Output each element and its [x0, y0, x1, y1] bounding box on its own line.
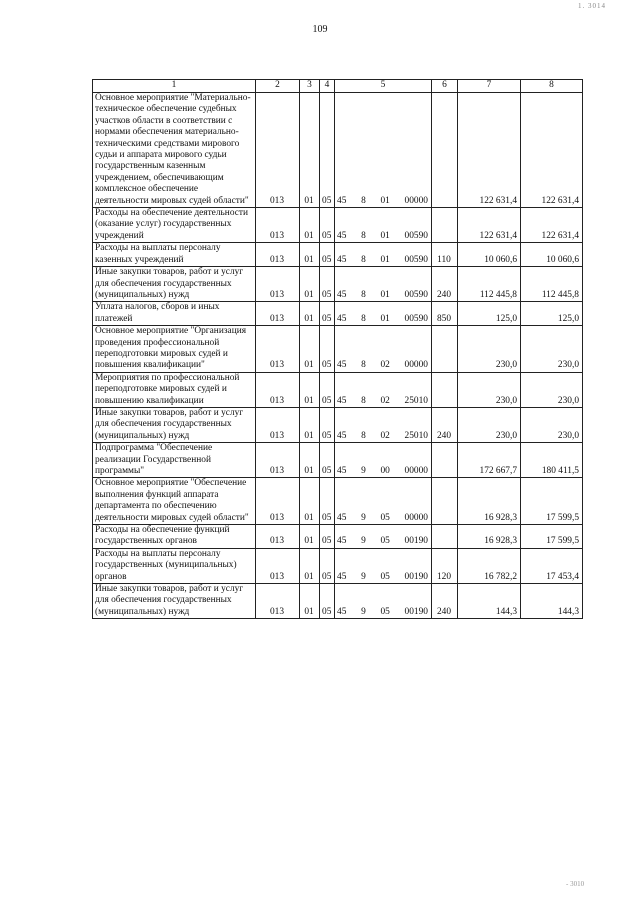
target-article-part: 45 — [337, 254, 347, 265]
amount-year1-cell: 10 060,6 — [458, 243, 521, 267]
code-ministry-cell: 013 — [256, 443, 300, 478]
code-section-cell: 01 — [300, 267, 320, 302]
code-ministry-cell: 013 — [256, 208, 300, 243]
bottom-scan-mark: - 3010 — [566, 880, 585, 888]
amount-year1-cell: 230,0 — [458, 372, 521, 407]
table-row — [93, 372, 583, 407]
target-article-part: 02 — [380, 430, 390, 441]
header-row — [93, 80, 583, 93]
amount-year2-cell: 17 453,4 — [521, 548, 583, 583]
target-article-part: 45 — [337, 289, 347, 300]
target-article-part: 45 — [337, 313, 347, 324]
target-article-part: 45 — [337, 512, 347, 523]
amount-year1-cell: 122 631,4 — [458, 208, 521, 243]
row-name-cell: Иные закупки товаров, работ и услуг для обеспечения государственных (муниципальных) нужд — [93, 584, 256, 619]
target-article-cell — [335, 372, 432, 407]
target-article-part: 45 — [337, 395, 347, 406]
table-row — [93, 443, 583, 478]
row-name-cell: Расходы на обеспечение деятельности (оказание услуг) государственных учреждений — [93, 208, 256, 243]
target-article-part: 8 — [361, 360, 366, 371]
target-article-part: 00 — [380, 466, 390, 476]
target-article-part: 00000 — [404, 512, 428, 523]
row-name-cell: Основное мероприятие "Обеспечение выполнения функций аппарата департамента по обеспечению деятельности мировых судей области" — [93, 478, 256, 525]
target-article-part: 05 — [380, 606, 390, 617]
target-article-part: 45 — [337, 230, 347, 241]
target-article-part: 00190 — [404, 571, 428, 582]
table-row — [93, 326, 583, 373]
target-article-cell — [335, 326, 432, 373]
table-header — [93, 80, 583, 93]
row-name-cell: Основное мероприятие "Материально-техническое обеспечение судебных участков области в соответствии с нормами обеспечения материально-техническими средствами мирового судьи и аппарата мирового судьи государственным казенным учреждением, обеспечивающим комплексное обеспечение деятельности мировых судей области" — [93, 93, 256, 208]
code-subsection-cell: 05 — [320, 302, 335, 326]
table-row — [93, 208, 583, 243]
amount-year1-cell: 125,0 — [458, 302, 521, 326]
code-section-cell: 01 — [300, 302, 320, 326]
row-name-cell: Иные закупки товаров, работ и услуг для обеспечения государственных (муниципальных) нужд — [93, 407, 256, 442]
header-cell: 6 — [432, 80, 458, 93]
target-article-part: 01 — [380, 254, 390, 265]
code-subsection-cell: 05 — [320, 208, 335, 243]
code-subsection-cell: 05 — [320, 584, 335, 619]
amount-year2-cell: 17 599,5 — [521, 478, 583, 525]
code-ministry-cell: 013 — [256, 326, 300, 373]
amount-year2-cell: 230,0 — [521, 326, 583, 373]
target-article-part: 02 — [380, 395, 390, 406]
table-row — [93, 243, 583, 267]
code-section-cell: 01 — [300, 93, 320, 208]
target-article-code — [337, 231, 428, 242]
target-article-part: 45 — [337, 195, 347, 206]
table-row — [93, 584, 583, 619]
target-article-cell — [335, 267, 432, 302]
amount-year2-cell: 122 631,4 — [521, 208, 583, 243]
amount-year2-cell: 144,3 — [521, 584, 583, 619]
table-row — [93, 407, 583, 442]
header-cell: 5 — [335, 80, 432, 93]
amount-year2-cell: 125,0 — [521, 302, 583, 326]
target-article-code — [337, 314, 428, 325]
table-row — [93, 478, 583, 525]
amount-year2-cell: 230,0 — [521, 372, 583, 407]
code-subsection-cell: 05 — [320, 93, 335, 208]
target-article-part: 8 — [361, 289, 366, 300]
target-article-part: 05 — [380, 536, 390, 547]
target-article-part: 45 — [337, 606, 347, 617]
target-article-part: 01 — [380, 289, 390, 300]
expense-type-cell: 120 — [432, 548, 458, 583]
target-article-code — [337, 196, 428, 207]
code-section-cell: 01 — [300, 548, 320, 583]
target-article-cell — [335, 93, 432, 208]
code-section-cell: 01 — [300, 372, 320, 407]
target-article-part: 9 — [361, 512, 366, 523]
row-name-cell: Основное мероприятие "Организация проведения профессиональной переподготовки мировых судей и повышения квалификации" — [93, 326, 256, 373]
code-subsection-cell: 05 — [320, 478, 335, 525]
code-subsection-cell: 05 — [320, 372, 335, 407]
code-ministry-cell: 013 — [256, 372, 300, 407]
target-article-cell — [335, 525, 432, 549]
target-article-code — [337, 360, 428, 371]
expense-type-cell — [432, 443, 458, 478]
target-article-cell — [335, 243, 432, 267]
target-article-part: 00590 — [404, 230, 428, 241]
table-row — [93, 525, 583, 549]
code-ministry-cell: 013 — [256, 548, 300, 583]
code-ministry-cell: 013 — [256, 525, 300, 549]
target-article-part: 00590 — [404, 289, 428, 300]
target-article-cell — [335, 548, 432, 583]
amount-year2-cell: 112 445,8 — [521, 267, 583, 302]
target-article-part: 45 — [337, 360, 347, 371]
code-subsection-cell: 05 — [320, 525, 335, 549]
table-row — [93, 93, 583, 208]
budget-table — [92, 79, 583, 619]
target-article-part: 9 — [361, 606, 366, 617]
expense-type-cell — [432, 208, 458, 243]
expense-type-cell: 240 — [432, 584, 458, 619]
target-article-part: 45 — [337, 430, 347, 441]
code-ministry-cell: 013 — [256, 267, 300, 302]
table-row — [93, 548, 583, 583]
amount-year1-cell: 230,0 — [458, 407, 521, 442]
amount-year1-cell: 144,3 — [458, 584, 521, 619]
target-article-part: 01 — [380, 313, 390, 324]
target-article-code — [337, 466, 428, 477]
target-article-part: 45 — [337, 571, 347, 582]
row-name-cell: Мероприятия по профессиональной переподготовке мировых судей и повышению квалификации — [93, 372, 256, 407]
target-article-part: 00000 — [404, 195, 428, 206]
code-section-cell: 01 — [300, 443, 320, 478]
amount-year1-cell: 16 928,3 — [458, 478, 521, 525]
expense-type-cell — [432, 326, 458, 373]
target-article-part: 00000 — [404, 466, 428, 476]
corner-scan-mark: 1. 3014 — [578, 2, 606, 10]
target-article-code — [337, 513, 428, 524]
target-article-code — [337, 290, 428, 301]
amount-year1-cell: 16 928,3 — [458, 525, 521, 549]
target-article-code — [337, 607, 428, 618]
code-ministry-cell: 013 — [256, 93, 300, 208]
target-article-part: 8 — [361, 430, 366, 441]
header-cell: 4 — [320, 80, 335, 93]
table-row — [93, 302, 583, 326]
header-cell: 8 — [521, 80, 583, 93]
target-article-part: 00590 — [404, 313, 428, 324]
header-cell: 7 — [458, 80, 521, 93]
header-cell: 2 — [256, 80, 300, 93]
target-article-part: 8 — [361, 254, 366, 265]
amount-year1-cell: 172 667,7 — [458, 443, 521, 478]
code-subsection-cell: 05 — [320, 443, 335, 478]
code-section-cell: 01 — [300, 326, 320, 373]
target-article-code — [337, 255, 428, 266]
target-article-part: 8 — [361, 195, 366, 206]
amount-year1-cell: 112 445,8 — [458, 267, 521, 302]
code-section-cell: 01 — [300, 478, 320, 525]
code-ministry-cell: 013 — [256, 243, 300, 267]
target-article-code — [337, 431, 428, 442]
expense-type-cell: 110 — [432, 243, 458, 267]
row-name-cell: Уплата налогов, сборов и иных платежей — [93, 302, 256, 326]
target-article-code — [337, 572, 428, 583]
target-article-part: 9 — [361, 536, 366, 547]
code-section-cell: 01 — [300, 407, 320, 442]
table-row — [93, 267, 583, 302]
header-cell: 3 — [300, 80, 320, 93]
target-article-part: 05 — [380, 512, 390, 523]
code-subsection-cell: 05 — [320, 243, 335, 267]
target-article-cell — [335, 302, 432, 326]
code-ministry-cell: 013 — [256, 302, 300, 326]
page-number: 109 — [312, 24, 328, 35]
amount-year2-cell: 180 411,5 — [521, 443, 583, 478]
target-article-cell — [335, 478, 432, 525]
target-article-part: 00190 — [404, 536, 428, 547]
amount-year2-cell: 10 060,6 — [521, 243, 583, 267]
code-subsection-cell: 05 — [320, 548, 335, 583]
target-article-part: 02 — [380, 360, 390, 371]
target-article-cell — [335, 443, 432, 478]
amount-year1-cell: 230,0 — [458, 326, 521, 373]
amount-year2-cell: 230,0 — [521, 407, 583, 442]
target-article-code — [337, 536, 428, 547]
target-article-part: 00190 — [404, 606, 428, 617]
code-section-cell: 01 — [300, 584, 320, 619]
expense-type-cell: 240 — [432, 267, 458, 302]
code-subsection-cell: 05 — [320, 407, 335, 442]
row-name-cell: Расходы на выплаты персоналу казенных учреждений — [93, 243, 256, 267]
target-article-part: 8 — [361, 313, 366, 324]
table-body — [93, 93, 583, 619]
code-section-cell: 01 — [300, 525, 320, 549]
code-subsection-cell: 05 — [320, 267, 335, 302]
row-name-cell: Подпрограмма "Обеспечение реализации Государственной программы" — [93, 443, 256, 478]
code-section-cell: 01 — [300, 243, 320, 267]
target-article-part: 00000 — [404, 360, 428, 371]
code-ministry-cell: 013 — [256, 478, 300, 525]
amount-year2-cell: 122 631,4 — [521, 93, 583, 208]
target-article-part: 25010 — [404, 430, 428, 441]
amount-year1-cell: 16 782,2 — [458, 548, 521, 583]
expense-type-cell — [432, 478, 458, 525]
code-ministry-cell: 013 — [256, 584, 300, 619]
expense-type-cell — [432, 93, 458, 208]
target-article-part: 45 — [337, 466, 347, 476]
target-article-part: 8 — [361, 395, 366, 406]
amount-year2-cell: 17 599,5 — [521, 525, 583, 549]
target-article-part: 9 — [361, 466, 366, 476]
target-article-part: 01 — [380, 195, 390, 206]
expense-type-cell: 240 — [432, 407, 458, 442]
code-section-cell: 01 — [300, 208, 320, 243]
row-name-cell: Иные закупки товаров, работ и услуг для обеспечения государственных (муниципальных) нужд — [93, 267, 256, 302]
expense-type-cell: 850 — [432, 302, 458, 326]
target-article-code — [337, 396, 428, 407]
expense-type-cell — [432, 372, 458, 407]
amount-year1-cell: 122 631,4 — [458, 93, 521, 208]
code-subsection-cell: 05 — [320, 326, 335, 373]
header-cell: 1 — [93, 80, 256, 93]
target-article-part: 00590 — [404, 254, 428, 265]
expense-type-cell — [432, 525, 458, 549]
code-ministry-cell: 013 — [256, 407, 300, 442]
target-article-cell — [335, 208, 432, 243]
target-article-part: 01 — [380, 230, 390, 241]
target-article-cell — [335, 584, 432, 619]
target-article-part: 05 — [380, 571, 390, 582]
target-article-part: 9 — [361, 571, 366, 582]
row-name-cell: Расходы на обеспечение функций государственных органов — [93, 525, 256, 549]
target-article-part: 8 — [361, 230, 366, 241]
target-article-part: 45 — [337, 536, 347, 547]
target-article-part: 25010 — [404, 395, 428, 406]
row-name-cell: Расходы на выплаты персоналу государственных (муниципальных) органов — [93, 548, 256, 583]
target-article-cell — [335, 407, 432, 442]
